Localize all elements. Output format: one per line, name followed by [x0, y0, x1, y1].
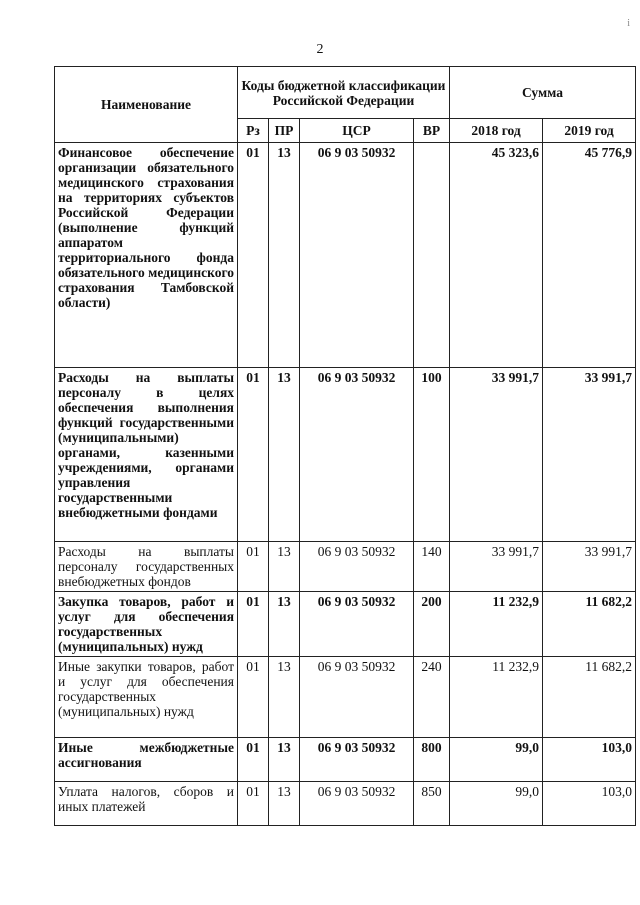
row-pr: 13: [269, 542, 300, 592]
row-name: Закупка товаров, работ и услуг для обеспечения государственных (муниципальных) нужд: [55, 592, 238, 657]
row-2019: 103,0: [543, 738, 636, 782]
row-2019: 33 991,7: [543, 542, 636, 592]
row-csr: 06 9 03 50932: [300, 592, 414, 657]
row-csr: 06 9 03 50932: [300, 368, 414, 542]
header-name: Наименование: [55, 67, 238, 143]
row-pr: 13: [269, 782, 300, 826]
row-name: Расходы на выплаты персоналу в целях обеспечения выполнения функций государственными (муниципальными) органами, казенными учреждениями, органами управления государственными внебюджетными фондами: [55, 368, 238, 542]
row-2019: 11 682,2: [543, 592, 636, 657]
row-2018: 33 991,7: [450, 542, 543, 592]
row-rz: 01: [238, 592, 269, 657]
row-2018: 11 232,9: [450, 657, 543, 738]
header-2018: 2018 год: [450, 119, 543, 143]
row-2018: 45 323,6: [450, 143, 543, 368]
header-pr: ПР: [269, 119, 300, 143]
header-csr: ЦСР: [300, 119, 414, 143]
row-rz: 01: [238, 542, 269, 592]
row-name: Финансовое обеспечение организации обязательного медицинского страхования на территориях субъектов Российской Федерации (выполнение функций аппаратом территориального фонда обязательного медицинского страхования Тамбовской области): [55, 143, 238, 368]
page-number: 2: [316, 42, 324, 57]
table-row: [55, 592, 636, 657]
header-vr: ВР: [414, 119, 450, 143]
row-csr: 06 9 03 50932: [300, 657, 414, 738]
row-vr: 100: [414, 368, 450, 542]
row-pr: 13: [269, 368, 300, 542]
row-csr: 06 9 03 50932: [300, 143, 414, 368]
row-name: Расходы на выплаты персоналу государственных внебюджетных фондов: [55, 542, 238, 592]
row-name: Иные закупки товаров, работ и услуг для обеспечения государственных (муниципальных) нужд: [55, 657, 238, 738]
row-csr: 06 9 03 50932: [300, 542, 414, 592]
row-name: Иные межбюджетные ассигнования: [55, 738, 238, 782]
row-vr: 240: [414, 657, 450, 738]
header-rz: Рз: [238, 119, 269, 143]
row-2019: 33 991,7: [543, 368, 636, 542]
row-csr: 06 9 03 50932: [300, 738, 414, 782]
row-vr: 200: [414, 592, 450, 657]
row-pr: 13: [269, 657, 300, 738]
row-2019: 45 776,9: [543, 143, 636, 368]
table-row: [55, 782, 636, 826]
row-2019: 11 682,2: [543, 657, 636, 738]
row-pr: 13: [269, 143, 300, 368]
row-2018: 99,0: [450, 782, 543, 826]
row-2018: 99,0: [450, 738, 543, 782]
row-rz: 01: [238, 657, 269, 738]
table-row: [55, 657, 636, 738]
header-sum: Сумма: [450, 67, 636, 119]
row-rz: 01: [238, 738, 269, 782]
row-rz: 01: [238, 368, 269, 542]
row-rz: 01: [238, 143, 269, 368]
row-csr: 06 9 03 50932: [300, 782, 414, 826]
row-2019: 103,0: [543, 782, 636, 826]
budget-table: [54, 66, 636, 826]
row-pr: 13: [269, 738, 300, 782]
row-vr: 800: [414, 738, 450, 782]
table-row: [55, 738, 636, 782]
row-vr: 140: [414, 542, 450, 592]
row-name: Уплата налогов, сборов и иных платежей: [55, 782, 238, 826]
table-row: [55, 368, 636, 542]
row-vr: [414, 143, 450, 368]
edge-mark: i: [627, 18, 630, 29]
row-pr: 13: [269, 592, 300, 657]
row-rz: 01: [238, 782, 269, 826]
table-row: [55, 143, 636, 368]
row-2018: 33 991,7: [450, 368, 543, 542]
row-2018: 11 232,9: [450, 592, 543, 657]
header-2019: 2019 год: [543, 119, 636, 143]
row-vr: 850: [414, 782, 450, 826]
header-codes: Коды бюджетной классификации Российской Федерации: [238, 67, 450, 119]
table-row: [55, 542, 636, 592]
